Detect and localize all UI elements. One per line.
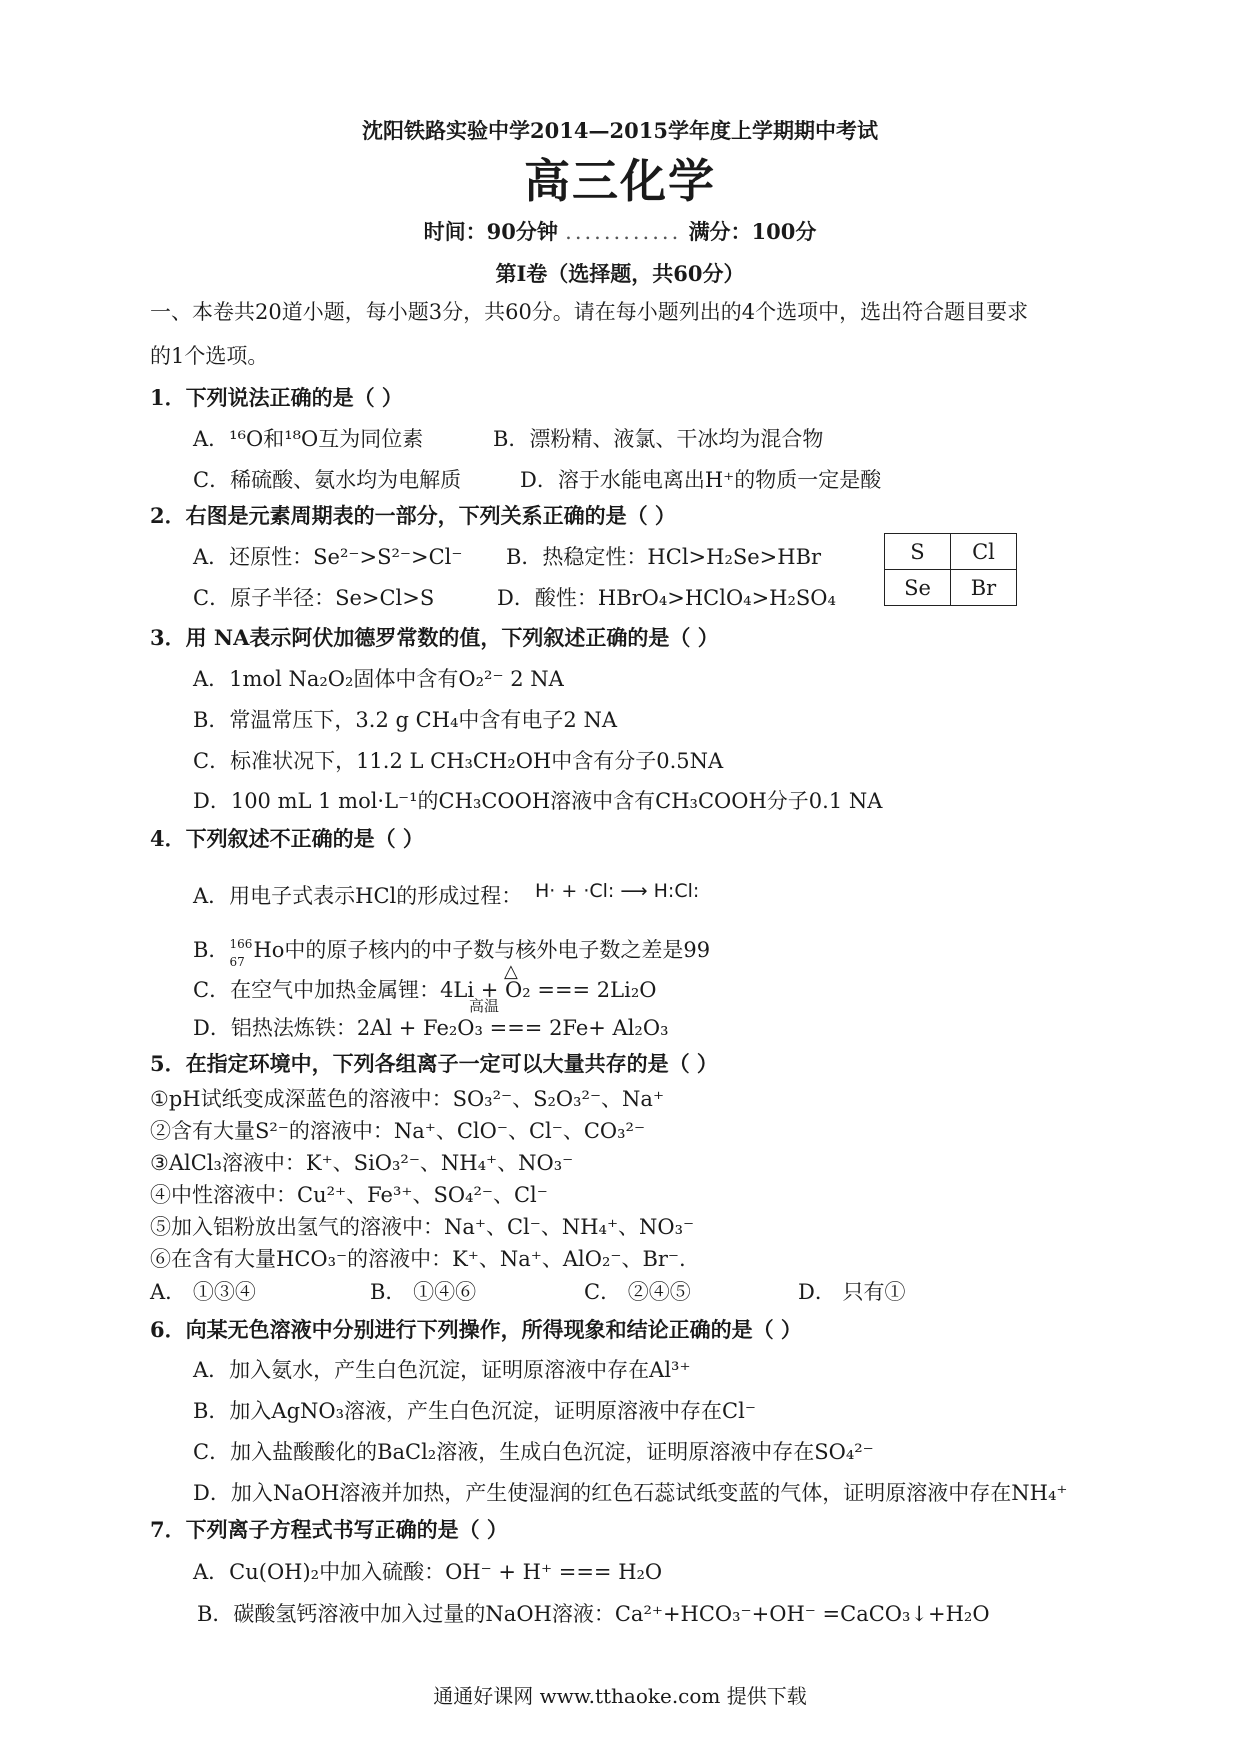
question-5-option-b: B． ①④⑥	[370, 1280, 477, 1304]
question-1-stem: 1．下列说法正确的是（ ）	[150, 385, 403, 410]
question-3-option-b: B．常温常压下，3.2 g CH₄中含有电子2 NA	[193, 708, 617, 732]
question-4-option-d: D．铝热法炼铁：2Al + Fe₂O₃ === 2Fe+ Al₂O₃	[193, 1016, 669, 1040]
question-6-stem: 6．向某无色溶液中分别进行下列操作，所得现象和结论正确的是（ ）	[150, 1317, 802, 1342]
mass-number: 166	[229, 937, 253, 951]
question-5-item: ④中性溶液中：Cu²⁺、Fe³⁺、SO₄²⁻、Cl⁻	[150, 1183, 548, 1207]
question-2-option-b: B．热稳定性：HCl>H₂Se>HBr	[506, 545, 822, 569]
question-3-option-c: C．标准状况下，11.2 L CH₃CH₂OH中含有分子0.5NA	[193, 749, 724, 773]
question-5-item: ②含有大量S²⁻的溶液中：Na⁺、ClO⁻、Cl⁻、CO₃²⁻	[150, 1119, 646, 1143]
dot-leader: ............	[565, 220, 682, 244]
question-5-option-d: D． 只有①	[798, 1280, 906, 1304]
option-b-text: 中的原子核内的中子数与核外电子数之差是99	[284, 938, 711, 962]
subject-title: 高三化学	[524, 154, 716, 208]
heat-condition: △	[504, 961, 518, 982]
question-6-option-a: A．加入氨水，产生白色沉淀，证明原溶液中存在Al³⁺	[193, 1358, 691, 1382]
question-2-option-d: D．酸性：HBrO₄>HClO₄>H₂SO₄	[497, 586, 836, 610]
question-1-option-b: B．漂粉精、液氯、干冰均为混合物	[493, 427, 824, 451]
question-5-option-c: C． ②④⑤	[584, 1280, 691, 1304]
question-6-option-b: B．加入AgNO₃溶液，产生白色沉淀，证明原溶液中存在Cl⁻	[193, 1399, 756, 1423]
section-title: 第I卷（选择题，共60分）	[495, 261, 745, 286]
question-2-option-c: C．原子半径：Se>Cl>S	[193, 586, 435, 610]
school-exam-title: 沈阳铁路实验中学2014—2015学年度上学期期中考试	[362, 118, 878, 143]
question-6-option-d: D．加入NaOH溶液并加热，产生使湿润的红色石蕊试纸变蓝的气体，证明原溶液中存在NH₄⁺	[193, 1481, 1068, 1505]
isotope-symbol: Ho	[253, 938, 285, 962]
question-1-option-a: A．¹⁶O和¹⁸O互为同位素	[193, 427, 424, 451]
question-5-item: ①pH试纸变成深蓝色的溶液中：SO₃²⁻、S₂O₃²⁻、Na⁺	[150, 1087, 665, 1111]
question-4-option-b	[193, 936, 711, 969]
atomic-number: 67	[229, 955, 245, 969]
question-7-stem: 7．下列离子方程式书写正确的是（ ）	[150, 1517, 508, 1542]
question-4-option-c: C．在空气中加热金属锂：4Li + O₂ === 2Li₂O	[193, 978, 657, 1002]
question-6-option-c: C．加入盐酸酸化的BaCl₂溶液，生成白色沉淀，证明原溶液中存在SO₄²⁻	[193, 1440, 874, 1464]
question-5-stem: 5．在指定环境中，下列各组离子一定可以大量共存的是（ ）	[150, 1051, 718, 1076]
question-7-option-b: B．碳酸氢钙溶液中加入过量的NaOH溶液：Ca²⁺+HCO₃⁻+OH⁻ =CaCO₃↓+H₂O	[197, 1602, 990, 1626]
question-4-stem: 4．下列叙述不正确的是（ ）	[150, 826, 424, 851]
option-b-prefix: B．	[193, 938, 230, 962]
question-4-option-a: A．用电子式表示HCl的形成过程：	[193, 884, 523, 908]
question-2-stem: 2．右图是元素周期表的一部分，下列关系正确的是（ ）	[150, 503, 676, 528]
instructions-line-1: 一、本卷共20道小题，每小题3分，共60分。请在每小题列出的4个选项中，选出符合题目要求	[150, 300, 1029, 324]
score-label: 满分：100分	[688, 219, 817, 244]
question-5-item: ③AlCl₃溶液中：K⁺、SiO₃²⁻、NH₄⁺、NO₃⁻	[150, 1151, 574, 1175]
question-1-option-d: D．溶于水能电离出H⁺的物质一定是酸	[520, 468, 882, 492]
question-5-item: ⑤加入铝粉放出氢气的溶液中：Na⁺、Cl⁻、NH₄⁺、NO₃⁻	[150, 1215, 695, 1239]
question-2-option-a: A．还原性：Se²⁻>S²⁻>Cl⁻	[193, 545, 463, 569]
question-3-stem: 3．用 NA表示阿伏加德罗常数的值，下列叙述正确的是（ ）	[150, 625, 719, 650]
time-label: 时间：90分钟	[423, 219, 558, 244]
table-cell: Cl	[951, 534, 1017, 570]
periodic-table-fragment	[884, 533, 1017, 606]
question-5-item: ⑥在含有大量HCO₃⁻的溶液中：K⁺、Na⁺、AlO₂⁻、Br⁻.	[150, 1247, 686, 1271]
table-cell: Se	[885, 570, 951, 606]
question-7-option-a: A．Cu(OH)₂中加入硫酸：OH⁻ + H⁺ === H₂O	[193, 1560, 663, 1584]
table-cell: Br	[951, 570, 1017, 606]
question-5-option-a: A． ①③④	[150, 1280, 256, 1304]
table-cell: S	[885, 534, 951, 570]
nuclide-notation	[229, 936, 253, 969]
high-temperature-condition: 高温	[469, 997, 500, 1015]
exam-time-score-line	[0, 218, 1240, 246]
question-3-option-d: D．100 mL 1 mol·L⁻¹的CH₃COOH溶液中含有CH₃COOH分子0.1 NA	[193, 789, 883, 813]
question-1-option-c: C．稀硫酸、氨水均为电解质	[193, 468, 462, 492]
hcl-electron-formula: H· + ·Cl: ⟶ H:Cl:	[535, 880, 700, 902]
instructions-line-2: 的1个选项。	[150, 344, 269, 368]
question-3-option-a: A．1mol Na₂O₂固体中含有O₂²⁻ 2 NA	[193, 667, 564, 691]
footer-source: 通通好课网 www.tthaoke.com 提供下载	[433, 1684, 807, 1708]
